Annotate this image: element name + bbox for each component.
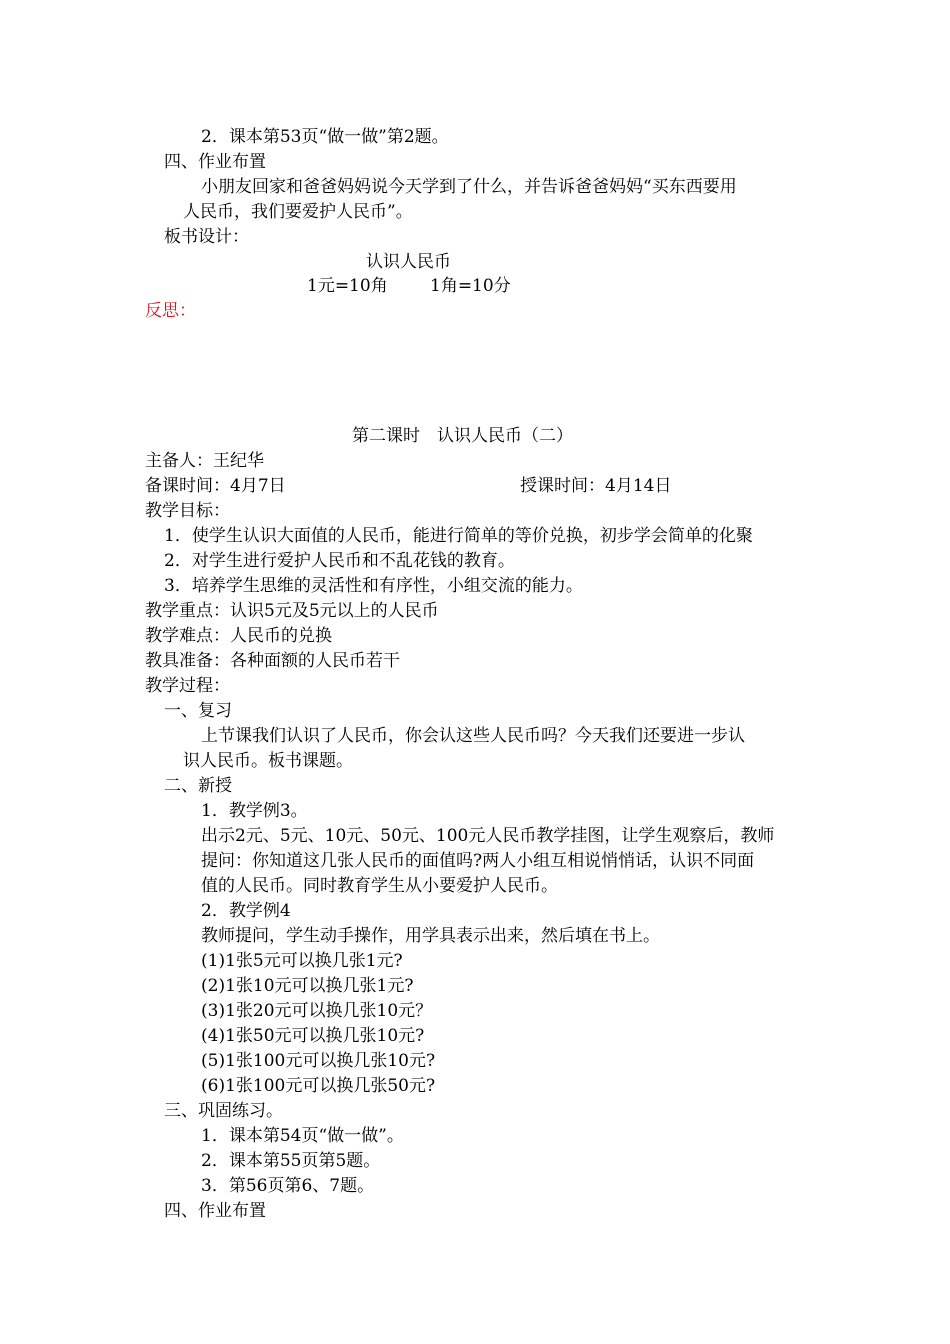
example3-text-line: 值的人民币。同时教育学生从小要爱护人民币。	[201, 876, 558, 896]
practice-item: 2．课本第55页第5题。	[201, 1151, 381, 1171]
goal-item: 1．使学生认识大面值的人民币，能进行简单的等价兑换，初步学会简单的化聚	[164, 526, 753, 546]
materials-line: 教具准备：各种面额的人民币若干	[145, 651, 400, 671]
exchange-question: (1)1张5元可以换几张1元?	[201, 951, 403, 971]
example3-heading: 1．教学例3。	[201, 801, 308, 821]
textbook-exercise-line: 2．课本第53页“做一做”第2题。	[201, 127, 449, 147]
homework-heading: 四、作业布置	[164, 1201, 266, 1221]
exchange-question: (6)1张100元可以换几张50元?	[201, 1076, 436, 1096]
new-lesson-heading: 二、新授	[164, 776, 232, 796]
example4-heading: 2．教学例4	[201, 901, 291, 921]
example3-text-line: 出示2元、5元、10元、50元、100元人民币教学挂图，让学生观察后，教师	[201, 826, 775, 846]
reflection-label: 反思：	[145, 301, 196, 321]
practice-heading: 三、巩固练习。	[164, 1101, 283, 1121]
goal-item: 3．培养学生思维的灵活性和有序性，小组交流的能力。	[164, 576, 583, 596]
difficulty-line: 教学难点：人民币的兑换	[145, 626, 332, 646]
review-text-line: 识人民币。板书课题。	[183, 751, 353, 771]
exchange-question: (4)1张50元可以换几张10元?	[201, 1026, 425, 1046]
board-design-title: 认识人民币	[366, 252, 451, 272]
exchange-question: (5)1张100元可以换几张10元?	[201, 1051, 436, 1071]
process-label: 教学过程：	[145, 676, 230, 696]
lesson-title: 第二课时 认识人民币（二）	[352, 426, 573, 446]
review-text-line: 上节课我们认识了人民币，你会认这些人民币吗？今天我们还要进一步认	[201, 726, 745, 746]
example4-intro: 教师提问，学生动手操作，用学具表示出来，然后填在书上。	[201, 926, 660, 946]
example3-text-line: 提问：你知道这几张人民币的面值吗?两人小组互相说悄悄话，认识不同面	[201, 851, 755, 871]
practice-item: 1．课本第54页“做一做”。	[201, 1126, 404, 1146]
key-point-line: 教学重点：认识5元及5元以上的人民币	[145, 601, 439, 621]
homework-heading: 四、作业布置	[164, 152, 266, 172]
exchange-question: (2)1张10元可以换几张1元?	[201, 976, 414, 996]
exchange-question: (3)1张20元可以换几张10元？	[201, 1001, 433, 1021]
review-heading: 一、复习	[164, 701, 232, 721]
board-design-label: 板书设计：	[164, 227, 249, 247]
goal-item: 2．对学生进行爱护人民币和不乱花钱的教育。	[164, 551, 515, 571]
goals-label: 教学目标：	[145, 501, 230, 521]
homework-text-line: 人民币，我们要爱护人民币”。	[183, 202, 413, 222]
preparer-line: 主备人：王纪华	[145, 451, 264, 471]
teach-time: 授课时间：4月14日	[520, 476, 672, 496]
homework-text-line: 小朋友回家和爸爸妈妈说今天学到了什么，并告诉爸爸妈妈“买东西要用	[201, 177, 737, 197]
practice-item: 3．第56页第6、7题。	[201, 1176, 375, 1196]
board-formula-jiao-fen: 1角=10分	[430, 276, 511, 296]
board-formula-yuan-jiao: 1元=10角	[307, 276, 388, 296]
prep-time: 备课时间：4月7日	[145, 476, 286, 496]
